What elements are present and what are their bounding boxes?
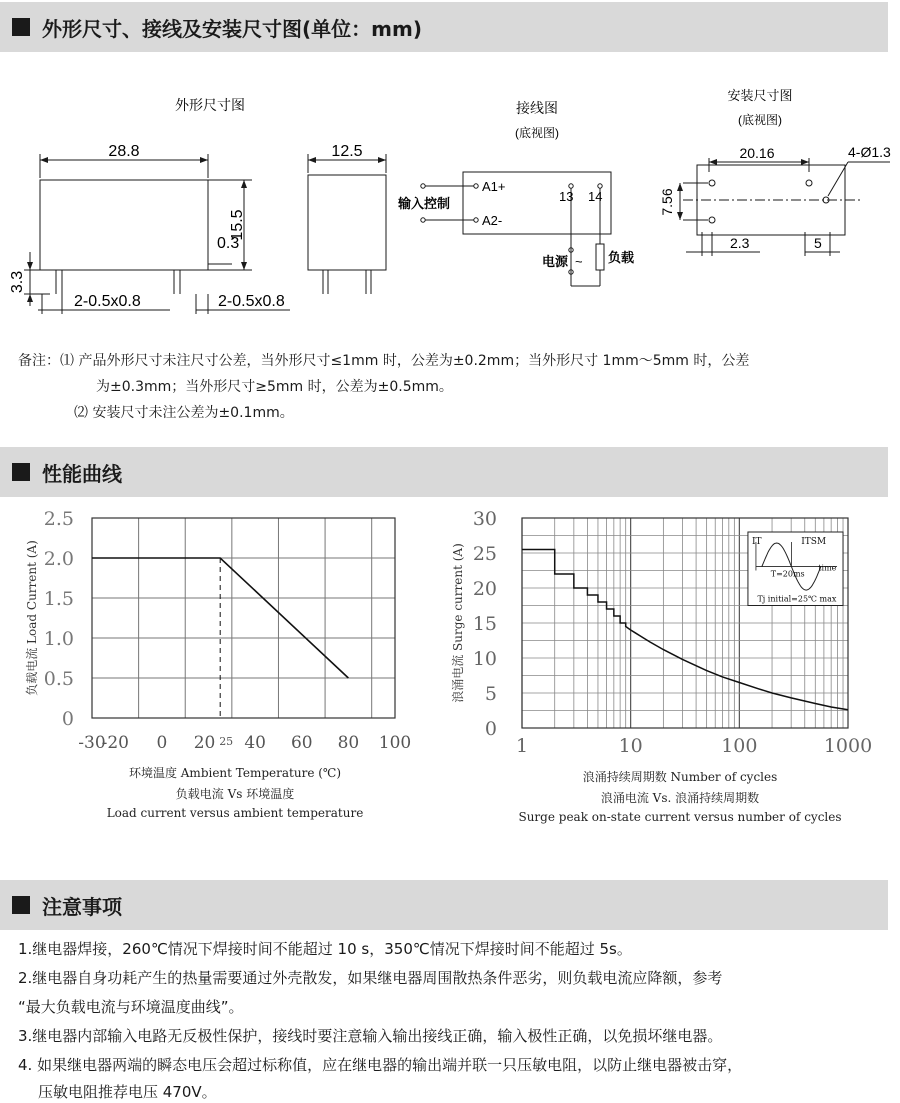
dim-holes: 4-Ø1.3 [848, 144, 891, 160]
y-tick-label: 0 [61, 708, 74, 730]
chart-load-vs-temperature [0, 500, 450, 760]
note-1-text: 产品外形尺寸未注尺寸公差，当外形尺寸≤1mm 时，公差为±0.2mm；当外形尺寸 1mm～5mm 时，公差 [78, 353, 750, 369]
note-prefix: 备注： [18, 353, 60, 369]
dim-height: 15.5 [229, 209, 246, 241]
y-tick-label: 1.0 [43, 628, 74, 650]
y-axis-label: 浪涌电流 Surge current (A) [451, 543, 465, 703]
attention-item-2-line-1: 2.继电器自身功耗产生的热量需要通过外壳散发，如果继电器周围散热条件恶劣，则负载电流应降额，参考 [18, 969, 723, 987]
inset-tj-label: Tj initial=25℃ max [757, 594, 837, 604]
attention-item-3: 3.继电器内部输入电路无反极性保护，接线时要注意输入输出接线正确，输入极性正确，以免损坏继电器。 [18, 1027, 723, 1045]
attention-item-4-line-1: 4. 如果继电器两端的瞬态电压会超过标称值，应在继电器的输出端并联一只压敏电阻，以防止继电器被击穿， [18, 1056, 743, 1074]
dim-span: 20.16 [739, 145, 775, 161]
x-tick-label: 60 [290, 733, 313, 753]
x-tick-label: 100 [721, 735, 758, 757]
y-tick-label: 5 [484, 683, 497, 705]
y-tick-label: 15 [472, 613, 497, 635]
chart2-caption-cn: 浪涌电流 Vs. 浪涌持续周期数 [600, 791, 760, 805]
attention-item-4-line-2: 压敏电阻推荐电压 470V。 [38, 1083, 217, 1101]
y-tick-label: 10 [472, 648, 497, 670]
wiring-title: 接线图 [516, 100, 558, 116]
inset-time-label: time [818, 563, 837, 573]
chart1-caption-cn: 负载电流 Vs 环境温度 [175, 787, 295, 801]
section-title: 性能曲线 [42, 461, 122, 486]
section-header-dimensions [0, 2, 888, 52]
y-tick-label: 25 [472, 543, 497, 565]
dim-width: 12.5 [331, 143, 363, 160]
bullet-square-icon [12, 896, 30, 914]
y-tick-label: 2.5 [43, 508, 74, 530]
note-1-line-1 [18, 350, 749, 370]
chart-surge-vs-cycles [450, 500, 900, 760]
ac-tilde-icon: ~ [575, 254, 583, 269]
y-tick-label: 2.0 [43, 548, 74, 570]
x-tick-label: -30 [78, 733, 106, 753]
bullet-square-icon [12, 18, 30, 36]
section-title: 外形尺寸、接线及安装尺寸图(单位：mm) [42, 16, 422, 41]
outline-title: 外形尺寸图 [175, 97, 245, 113]
wiring-pin13: 13 [559, 189, 574, 204]
x-tick-label: 10 [618, 735, 643, 757]
section-header-curves [0, 447, 888, 497]
load-resistor-icon [596, 244, 604, 270]
y-axis-label: 负载电流 Load Current (A) [25, 540, 39, 696]
inset-itsm-label: ITSM [801, 537, 827, 547]
x-tick-label: 20 [193, 733, 216, 753]
dim-gap: 0.3 [217, 235, 240, 252]
section-title: 注意事项 [42, 894, 122, 919]
y-tick-label: 30 [472, 508, 497, 530]
y-tick-label: 20 [472, 578, 497, 600]
note-1-line-2: 为±0.3mm；当外形尺寸≥5mm 时，公差为±0.5mm。 [96, 379, 453, 395]
x-tick-label: 25 [219, 735, 234, 748]
y-tick-label: 1.5 [43, 588, 74, 610]
wiring-subtitle: (底视图) [515, 126, 559, 140]
dim-row-gap: 7.56 [659, 188, 675, 216]
mounting-title: 安装尺寸图 [727, 88, 793, 103]
attention-item-2-line-2: “最大负载电流与环境温度曲线”。 [18, 998, 244, 1016]
bullet-square-icon [12, 463, 30, 481]
inset-it-label: IT [751, 537, 762, 547]
dim-pins-left: 2-0.5x0.8 [74, 293, 141, 310]
wiring-a2: A2- [482, 213, 503, 228]
dimension-drawings [0, 80, 900, 320]
relay-body-side [308, 175, 386, 270]
dim-length: 28.8 [108, 143, 140, 160]
chart1-xlabel: 环境温度 Ambient Temperature (℃) [128, 766, 342, 780]
chart2-caption-en: Surge peak on-state current versus number of cycles [518, 810, 842, 824]
inset-period-label: T=20ms [770, 569, 805, 579]
x-tick-label: 1000 [823, 735, 873, 757]
note-2 [74, 402, 294, 422]
plot-frame [92, 518, 395, 718]
y-tick-label: 0 [484, 718, 497, 740]
attention-item-1: 1.继电器焊接，260℃情况下焊接时间不能超过 10 s，350℃情况下焊接时间不能超过 5s。 [18, 940, 632, 958]
dim-left-pitch: 2.3 [730, 235, 750, 251]
wiring-source-label: 电源 [542, 254, 569, 269]
note-2-number: ⑵ [74, 405, 88, 421]
wiring-input-label: 输入控制 [398, 196, 451, 211]
note-1-number: ⑴ [60, 353, 74, 369]
wiring-a1: A1+ [482, 179, 506, 194]
wiring-pin14: 14 [588, 189, 603, 204]
x-tick-label: 1 [515, 735, 529, 757]
relay-body-front [40, 180, 208, 270]
dim-right-pitch: 5 [814, 235, 822, 251]
wiring-load-label: 负载 [608, 250, 635, 265]
x-tick-label: 100 [378, 733, 412, 753]
x-tick-label: 40 [244, 733, 266, 753]
note-2-text: 安装尺寸未注公差为±0.1mm。 [92, 405, 294, 421]
dim-pins-right: 2-0.5x0.8 [218, 293, 285, 310]
y-tick-label: 0.5 [43, 668, 74, 690]
chart2-xlabel: 浪涌持续周期数 Number of cycles [582, 770, 778, 784]
mounting-subtitle: (底视图) [738, 113, 782, 127]
section-header-attention [0, 880, 888, 930]
x-tick-label: 80 [337, 733, 360, 753]
x-tick-label: 0 [156, 733, 168, 753]
dim-pin-length: 3.3 [9, 270, 26, 294]
x-tick-label: -20 [101, 733, 130, 753]
chart1-caption-en: Load current versus ambient temperature [106, 806, 364, 820]
